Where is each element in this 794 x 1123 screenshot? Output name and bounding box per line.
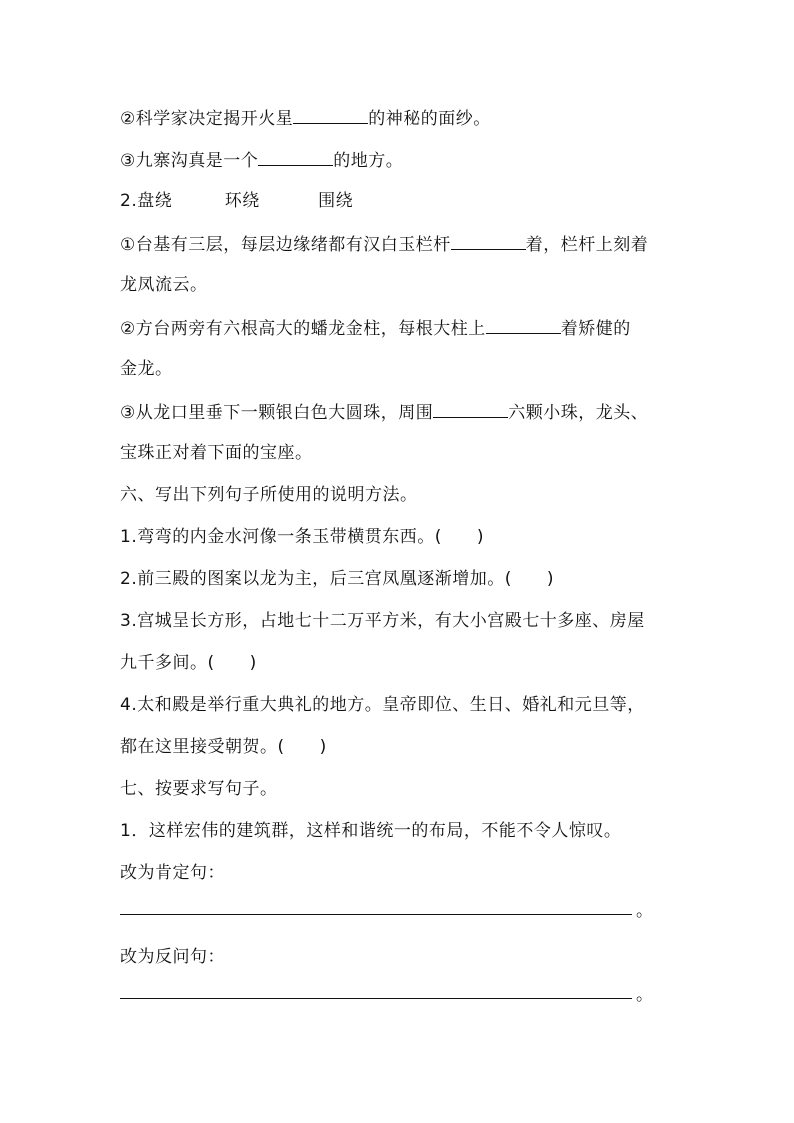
q6-item-3: 3.宫城呈长方形，占地七十二万平方米，有大小宫殿七十多座、房屋	[120, 611, 645, 631]
fill-blank[interactable]	[486, 316, 561, 334]
q5-2-item-3-cont: 宝珠正对着下面的宝座。	[120, 443, 313, 463]
q6-item-2: 2.前三殿的图案以龙为主，后三宫凤凰逐渐增加。( )	[120, 569, 554, 589]
text: 的神秘的面纱。	[368, 109, 491, 129]
text: ③从龙口里垂下一颗银白色大圆珠，周围	[120, 403, 434, 423]
text: ②科学家决定揭开火星	[120, 109, 294, 129]
q5-2-item-1-cont: 龙凤流云。	[120, 275, 208, 295]
text: 的地方。	[333, 151, 404, 171]
text: 着矫健的	[560, 319, 631, 339]
q5-2-item-2-cont: 金龙。	[120, 359, 173, 379]
period: 。	[636, 985, 653, 1005]
period: 。	[636, 901, 653, 921]
fill-blank[interactable]	[258, 148, 333, 166]
fill-blank[interactable]	[293, 106, 368, 124]
q6-item-4-cont: 都在这里接受朝贺。( )	[120, 737, 327, 757]
fill-blank[interactable]	[433, 400, 508, 418]
text: 六颗小珠，龙头、	[508, 403, 649, 423]
q5-2-item-1	[120, 232, 648, 256]
text: 着，栏杆上刻着	[525, 235, 649, 255]
answer-line-affirmative[interactable]	[120, 914, 632, 915]
section-6-heading: 六、写出下列句子所使用的说明方法。	[120, 485, 418, 505]
answer-line-rhetorical[interactable]	[120, 998, 632, 999]
fill-blank[interactable]	[451, 232, 526, 250]
text: ②方台两旁有六根高大的蟠龙金柱，每根大柱上	[120, 319, 486, 339]
q7-item-1: 1．这样宏伟的建筑群，这样和谐统一的布局，不能不令人惊叹。	[120, 821, 622, 841]
q5-1-item-3	[120, 148, 403, 172]
text: ①台基有三层，每层边缘绪都有汉白玉栏杆	[120, 235, 451, 255]
section-7-heading: 七、按要求写句子。	[120, 779, 278, 799]
q6-item-4: 4.太和殿是举行重大典礼的地方。皇帝即位、生日、婚礼和元旦等，	[120, 695, 645, 715]
text: ③九寨沟真是一个	[120, 151, 259, 171]
q7-prompt-rhetorical: 改为反问句：	[120, 947, 225, 967]
q7-prompt-affirmative: 改为肯定句：	[120, 863, 225, 883]
q5-1-item-2	[120, 106, 491, 130]
q5-2-item-2	[120, 316, 631, 340]
q5-2-word-options: 2.盘绕 环绕 围绕	[120, 191, 354, 211]
q6-item-3-cont: 九千多间。( )	[120, 653, 257, 673]
q5-2-item-3	[120, 400, 648, 424]
q6-item-1: 1.弯弯的内金水河像一条玉带横贯东西。( )	[120, 527, 484, 547]
